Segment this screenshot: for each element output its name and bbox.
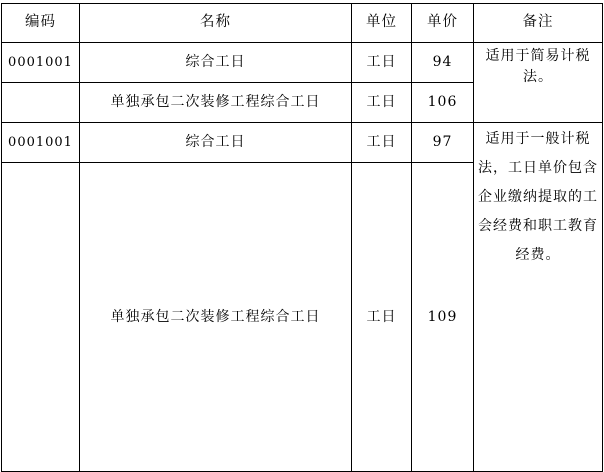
cell-unit: 工日 <box>352 43 412 83</box>
column-header-code: 编码 <box>2 4 80 43</box>
cell-note: 适用于一般计税法，工日单价包含企业缴纳提取的工会经费和职工教育经费。 <box>474 123 603 472</box>
table-header <box>2 4 603 43</box>
cell-unit: 工日 <box>352 123 412 163</box>
column-header-unit: 单位 <box>352 4 412 43</box>
column-header-name: 名称 <box>80 4 352 43</box>
cell-code <box>2 163 80 472</box>
table-header-row <box>2 4 603 43</box>
column-header-note: 备注 <box>474 4 603 43</box>
table-row <box>2 123 603 163</box>
cell-price: 106 <box>412 83 474 123</box>
cell-name: 综合工日 <box>80 123 352 163</box>
labor-price-table <box>1 3 603 472</box>
cell-name: 单独承包二次装修工程综合工日 <box>80 83 352 123</box>
cell-price: 109 <box>412 163 474 472</box>
cell-name: 单独承包二次装修工程综合工日 <box>80 163 352 472</box>
cell-code: 0001001 <box>2 43 80 83</box>
cell-unit: 工日 <box>352 163 412 472</box>
document-page <box>0 3 604 471</box>
cell-price: 94 <box>412 43 474 83</box>
cell-code: 0001001 <box>2 123 80 163</box>
cell-code <box>2 83 80 123</box>
cell-name: 综合工日 <box>80 43 352 83</box>
table-body <box>2 43 603 472</box>
column-header-price: 单价 <box>412 4 474 43</box>
cell-note: 适用于简易计税法。 <box>474 43 603 123</box>
table-row <box>2 43 603 83</box>
cell-unit: 工日 <box>352 83 412 123</box>
cell-price: 97 <box>412 123 474 163</box>
